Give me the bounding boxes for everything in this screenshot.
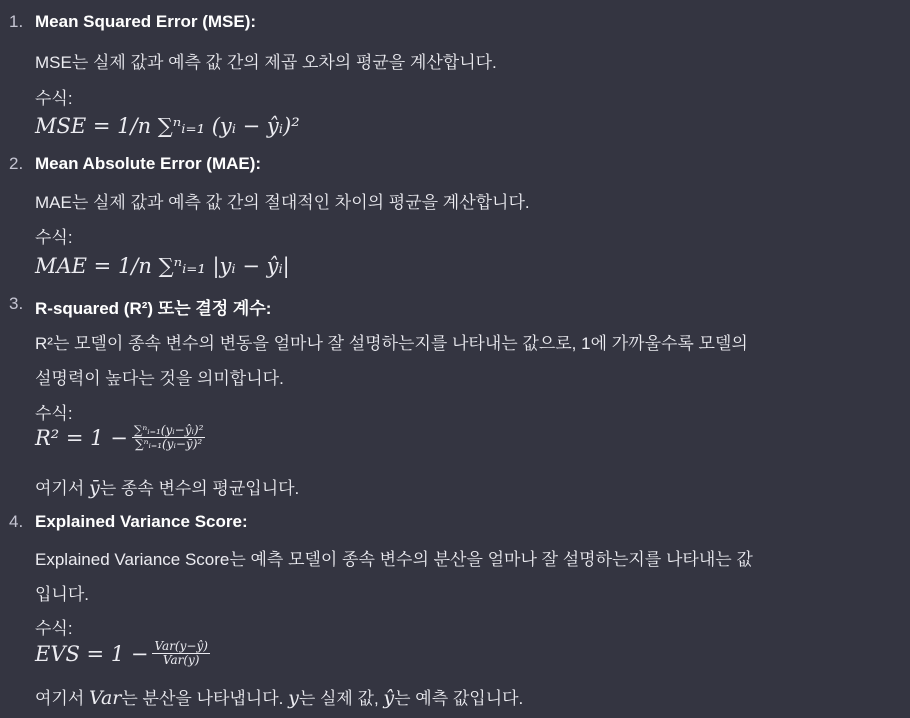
fraction-denominator: Var(y): [162, 653, 200, 667]
formula-mae: MAE = 1/n ∑ⁿᵢ₌₁ |yᵢ − ŷᵢ|: [35, 254, 290, 278]
item-description-line2: 입니다.: [35, 585, 89, 604]
item-description-line2: 설명력이 높다는 것을 의미합니다.: [35, 369, 284, 388]
formula-note: [35, 474, 299, 499]
item-description: MSE는 실제 값과 예측 값 간의 제곱 오차의 평균을 계산합니다.: [35, 53, 497, 72]
formula-mse: MSE = 1/n ∑ⁿᵢ₌₁ (yᵢ − ŷᵢ)²: [35, 114, 300, 138]
note-prefix: 여기서: [35, 689, 89, 708]
item-title: Explained Variance Score:: [35, 512, 248, 531]
formula-label: 수식:: [35, 404, 73, 423]
fraction-denominator: ∑ⁿᵢ₌₁(yᵢ−ȳ)²: [135, 437, 203, 451]
formula-lhs: EVS = 1 −: [35, 641, 149, 666]
formula-r-squared: [35, 424, 209, 451]
note-suffix: 는 종속 변수의 평균입니다.: [99, 479, 300, 498]
note-mid2: 는 실제 값,: [298, 689, 384, 708]
item-description-line1: Explained Variance Score는 예측 모델이 종속 변수의 분산을 얼마나 잘 설명하는지를 나타내는 값: [35, 550, 753, 569]
note-yhat: ŷ: [383, 687, 395, 709]
item-description: MAE는 실제 값과 예측 값 간의 절대적인 차이의 평균을 계산합니다.: [35, 193, 530, 212]
note-y: y: [288, 687, 299, 709]
formula-label: 수식:: [35, 619, 73, 638]
fraction-numerator: ∑ⁿᵢ₌₁(yᵢ−ŷᵢ)²: [133, 423, 204, 437]
list-number: 1.: [9, 12, 24, 31]
note-symbol: ȳ: [89, 477, 100, 499]
note-prefix: 여기서: [35, 479, 89, 498]
formula-evs: [35, 640, 214, 667]
list-number: 3.: [9, 294, 24, 313]
item-title: Mean Squared Error (MSE):: [35, 12, 257, 31]
formula-fraction: [152, 640, 209, 667]
formula-label: 수식:: [35, 89, 73, 108]
note-var: Var: [89, 687, 122, 709]
formula-lhs: R² = 1 −: [35, 425, 128, 450]
formula-label: 수식:: [35, 228, 73, 247]
formula-fraction: [132, 424, 206, 451]
item-title: R-squared (R²) 또는 결정 계수:: [35, 299, 272, 318]
item-description-line1: R²는 모델이 종속 변수의 변동을 얼마나 잘 설명하는지를 나타내는 값으로, 1에 가까울수록 모델의: [35, 334, 748, 353]
note-mid1: 는 분산을 나타냅니다.: [121, 689, 289, 708]
list-number: 4.: [9, 512, 24, 531]
fraction-numerator: Var(y−ŷ): [154, 639, 208, 653]
item-title: Mean Absolute Error (MAE):: [35, 154, 262, 173]
note-suffix: 는 예측 값입니다.: [394, 689, 524, 708]
formula-note: [35, 684, 523, 709]
list-number: 2.: [9, 154, 24, 173]
